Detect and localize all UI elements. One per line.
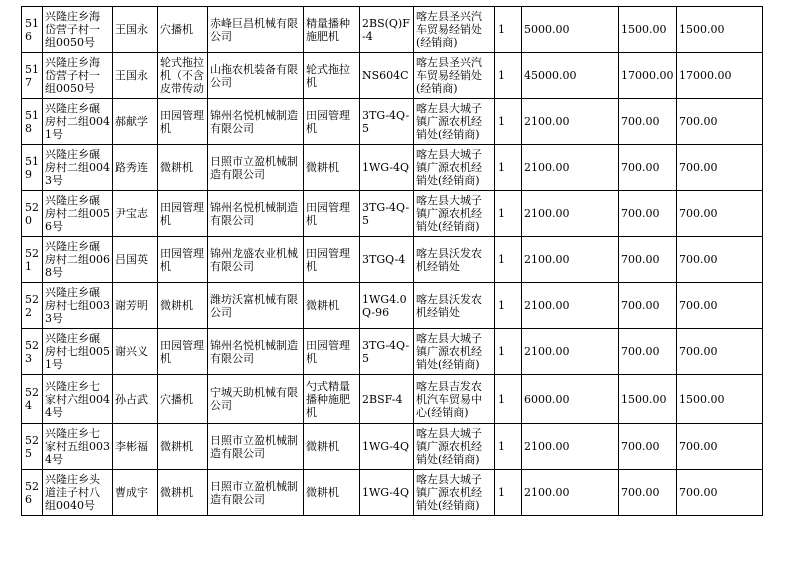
sale-price-cell: 2100.00 <box>522 99 619 145</box>
address-cell: 兴隆庄乡碾房村二组0043号 <box>43 145 113 191</box>
sale-price-cell: 2100.00 <box>522 329 619 375</box>
product-name-cell: 微耕机 <box>304 283 360 329</box>
owner-name-cell: 吕国英 <box>113 237 158 283</box>
row-number-cell: 522 <box>22 283 43 329</box>
product-name-cell: 勺式精量播种施肥机 <box>304 375 360 424</box>
model-cell: 1WG-4Q <box>360 424 414 470</box>
total-subsidy-cell: 700.00 <box>677 99 763 145</box>
table-row <box>22 237 763 283</box>
sale-price-cell: 2100.00 <box>522 424 619 470</box>
sale-price-cell: 5000.00 <box>522 7 619 53</box>
manufacturer-cell: 日照市立盈机械制造有限公司 <box>208 424 304 470</box>
model-cell: NS604C <box>360 53 414 99</box>
quantity-cell: 1 <box>495 470 522 516</box>
row-number-cell: 525 <box>22 424 43 470</box>
row-number-cell: 517 <box>22 53 43 99</box>
machine-category-cell: 微耕机 <box>158 283 208 329</box>
table-row <box>22 191 763 237</box>
manufacturer-cell: 锦州名悦机械制造有限公司 <box>208 191 304 237</box>
manufacturer-cell: 日照市立盈机械制造有限公司 <box>208 145 304 191</box>
quantity-cell: 1 <box>495 99 522 145</box>
row-number-cell: 519 <box>22 145 43 191</box>
address-cell: 兴隆庄乡七家村五组0034号 <box>43 424 113 470</box>
owner-name-cell: 郝献学 <box>113 99 158 145</box>
owner-name-cell: 尹宝志 <box>113 191 158 237</box>
quantity-cell: 1 <box>495 237 522 283</box>
total-subsidy-cell: 1500.00 <box>677 375 763 424</box>
table-row <box>22 424 763 470</box>
sale-price-cell: 2100.00 <box>522 237 619 283</box>
address-cell: 兴隆庄乡碾房村七组0033号 <box>43 283 113 329</box>
dealer-cell: 喀左县大城子镇广源农机经销处(经销商) <box>414 191 495 237</box>
product-name-cell: 田园管理机 <box>304 191 360 237</box>
total-subsidy-cell: 700.00 <box>677 191 763 237</box>
owner-name-cell: 曹成宇 <box>113 470 158 516</box>
product-name-cell: 微耕机 <box>304 424 360 470</box>
address-cell: 兴隆庄乡碾房村二组0041号 <box>43 99 113 145</box>
subsidy-table <box>21 6 763 516</box>
product-name-cell: 田园管理机 <box>304 329 360 375</box>
table-row <box>22 283 763 329</box>
total-subsidy-cell: 700.00 <box>677 470 763 516</box>
quantity-cell: 1 <box>495 424 522 470</box>
machine-category-cell: 微耕机 <box>158 424 208 470</box>
dealer-cell: 喀左县沃发农机经销处 <box>414 283 495 329</box>
total-subsidy-cell: 700.00 <box>677 145 763 191</box>
model-cell: 3TGQ-4 <box>360 237 414 283</box>
machine-category-cell: 田园管理机 <box>158 237 208 283</box>
dealer-cell: 喀左县大城子镇广源农机经销处(经销商) <box>414 99 495 145</box>
central-subsidy-cell: 700.00 <box>619 283 677 329</box>
total-subsidy-cell: 1500.00 <box>677 7 763 53</box>
central-subsidy-cell: 700.00 <box>619 424 677 470</box>
address-cell: 兴隆庄乡碾房村七组0051号 <box>43 329 113 375</box>
model-cell: 2BSF-4 <box>360 375 414 424</box>
row-number-cell: 526 <box>22 470 43 516</box>
dealer-cell: 喀左县大城子镇广源农机经销处(经销商) <box>414 329 495 375</box>
model-cell: 1WG4.0Q-96 <box>360 283 414 329</box>
machine-category-cell: 穴播机 <box>158 7 208 53</box>
sale-price-cell: 2100.00 <box>522 145 619 191</box>
total-subsidy-cell: 700.00 <box>677 329 763 375</box>
central-subsidy-cell: 1500.00 <box>619 375 677 424</box>
product-name-cell: 微耕机 <box>304 470 360 516</box>
table-row <box>22 145 763 191</box>
manufacturer-cell: 锦州龙盛农业机械有限公司 <box>208 237 304 283</box>
dealer-cell: 喀左县吉发农机汽车贸易中心(经销商) <box>414 375 495 424</box>
dealer-cell: 喀左县圣兴汽车贸易经销处(经销商) <box>414 7 495 53</box>
machine-category-cell: 田园管理机 <box>158 191 208 237</box>
dealer-cell: 喀左县圣兴汽车贸易经销处(经销商) <box>414 53 495 99</box>
table-row <box>22 329 763 375</box>
manufacturer-cell: 山拖农机装备有限公司 <box>208 53 304 99</box>
address-cell: 兴隆庄乡头道洼子村八组0040号 <box>43 470 113 516</box>
address-cell: 兴隆庄乡海岱营子村一组0050号 <box>43 53 113 99</box>
model-cell: 1WG-4Q <box>360 470 414 516</box>
sale-price-cell: 45000.00 <box>522 53 619 99</box>
address-cell: 兴隆庄乡碾房村二组0068号 <box>43 237 113 283</box>
row-number-cell: 524 <box>22 375 43 424</box>
model-cell: 2BS(Q)F-4 <box>360 7 414 53</box>
manufacturer-cell: 赤峰巨昌机械有限公司 <box>208 7 304 53</box>
sale-price-cell: 6000.00 <box>522 375 619 424</box>
machine-category-cell: 微耕机 <box>158 145 208 191</box>
central-subsidy-cell: 700.00 <box>619 145 677 191</box>
table-row <box>22 375 763 424</box>
owner-name-cell: 孙占武 <box>113 375 158 424</box>
manufacturer-cell: 日照市立盈机械制造有限公司 <box>208 470 304 516</box>
central-subsidy-cell: 17000.00 <box>619 53 677 99</box>
row-number-cell: 523 <box>22 329 43 375</box>
manufacturer-cell: 锦州名悦机械制造有限公司 <box>208 329 304 375</box>
table-row <box>22 7 763 53</box>
sale-price-cell: 2100.00 <box>522 283 619 329</box>
machine-category-cell: 轮式拖拉机（不含皮带传动 <box>158 53 208 99</box>
model-cell: 3TG-4Q-5 <box>360 329 414 375</box>
quantity-cell: 1 <box>495 53 522 99</box>
total-subsidy-cell: 17000.00 <box>677 53 763 99</box>
model-cell: 3TG-4Q-5 <box>360 191 414 237</box>
quantity-cell: 1 <box>495 191 522 237</box>
quantity-cell: 1 <box>495 145 522 191</box>
product-name-cell: 田园管理机 <box>304 237 360 283</box>
total-subsidy-cell: 700.00 <box>677 237 763 283</box>
central-subsidy-cell: 1500.00 <box>619 7 677 53</box>
address-cell: 兴隆庄乡七家村六组0044号 <box>43 375 113 424</box>
central-subsidy-cell: 700.00 <box>619 191 677 237</box>
machine-category-cell: 穴播机 <box>158 375 208 424</box>
dealer-cell: 喀左县大城子镇广源农机经销处(经销商) <box>414 470 495 516</box>
row-number-cell: 521 <box>22 237 43 283</box>
row-number-cell: 520 <box>22 191 43 237</box>
product-name-cell: 田园管理机 <box>304 99 360 145</box>
quantity-cell: 1 <box>495 7 522 53</box>
dealer-cell: 喀左县大城子镇广源农机经销处(经销商) <box>414 424 495 470</box>
central-subsidy-cell: 700.00 <box>619 99 677 145</box>
quantity-cell: 1 <box>495 375 522 424</box>
sale-price-cell: 2100.00 <box>522 191 619 237</box>
row-number-cell: 518 <box>22 99 43 145</box>
table-row <box>22 99 763 145</box>
owner-name-cell: 路秀连 <box>113 145 158 191</box>
machine-category-cell: 微耕机 <box>158 470 208 516</box>
product-name-cell: 精量播种施肥机 <box>304 7 360 53</box>
quantity-cell: 1 <box>495 283 522 329</box>
model-cell: 3TG-4Q-5 <box>360 99 414 145</box>
address-cell: 兴隆庄乡海岱营子村一组0050号 <box>43 7 113 53</box>
table-body <box>22 7 763 516</box>
manufacturer-cell: 锦州名悦机械制造有限公司 <box>208 99 304 145</box>
table-row <box>22 470 763 516</box>
owner-name-cell: 王国永 <box>113 7 158 53</box>
row-number-cell: 516 <box>22 7 43 53</box>
central-subsidy-cell: 700.00 <box>619 470 677 516</box>
quantity-cell: 1 <box>495 329 522 375</box>
dealer-cell: 喀左县沃发农机经销处 <box>414 237 495 283</box>
owner-name-cell: 李彬福 <box>113 424 158 470</box>
product-name-cell: 微耕机 <box>304 145 360 191</box>
total-subsidy-cell: 700.00 <box>677 424 763 470</box>
dealer-cell: 喀左县大城子镇广源农机经销处(经销商) <box>414 145 495 191</box>
owner-name-cell: 王国永 <box>113 53 158 99</box>
product-name-cell: 轮式拖拉机 <box>304 53 360 99</box>
address-cell: 兴隆庄乡碾房村二组0056号 <box>43 191 113 237</box>
owner-name-cell: 谢兴义 <box>113 329 158 375</box>
central-subsidy-cell: 700.00 <box>619 237 677 283</box>
machine-category-cell: 田园管理机 <box>158 329 208 375</box>
manufacturer-cell: 宁城天助机械有限公司 <box>208 375 304 424</box>
central-subsidy-cell: 700.00 <box>619 329 677 375</box>
machine-category-cell: 田园管理机 <box>158 99 208 145</box>
model-cell: 1WG-4Q <box>360 145 414 191</box>
sale-price-cell: 2100.00 <box>522 470 619 516</box>
table-row <box>22 53 763 99</box>
owner-name-cell: 谢芳明 <box>113 283 158 329</box>
manufacturer-cell: 潍坊沃富机械有限公司 <box>208 283 304 329</box>
total-subsidy-cell: 700.00 <box>677 283 763 329</box>
